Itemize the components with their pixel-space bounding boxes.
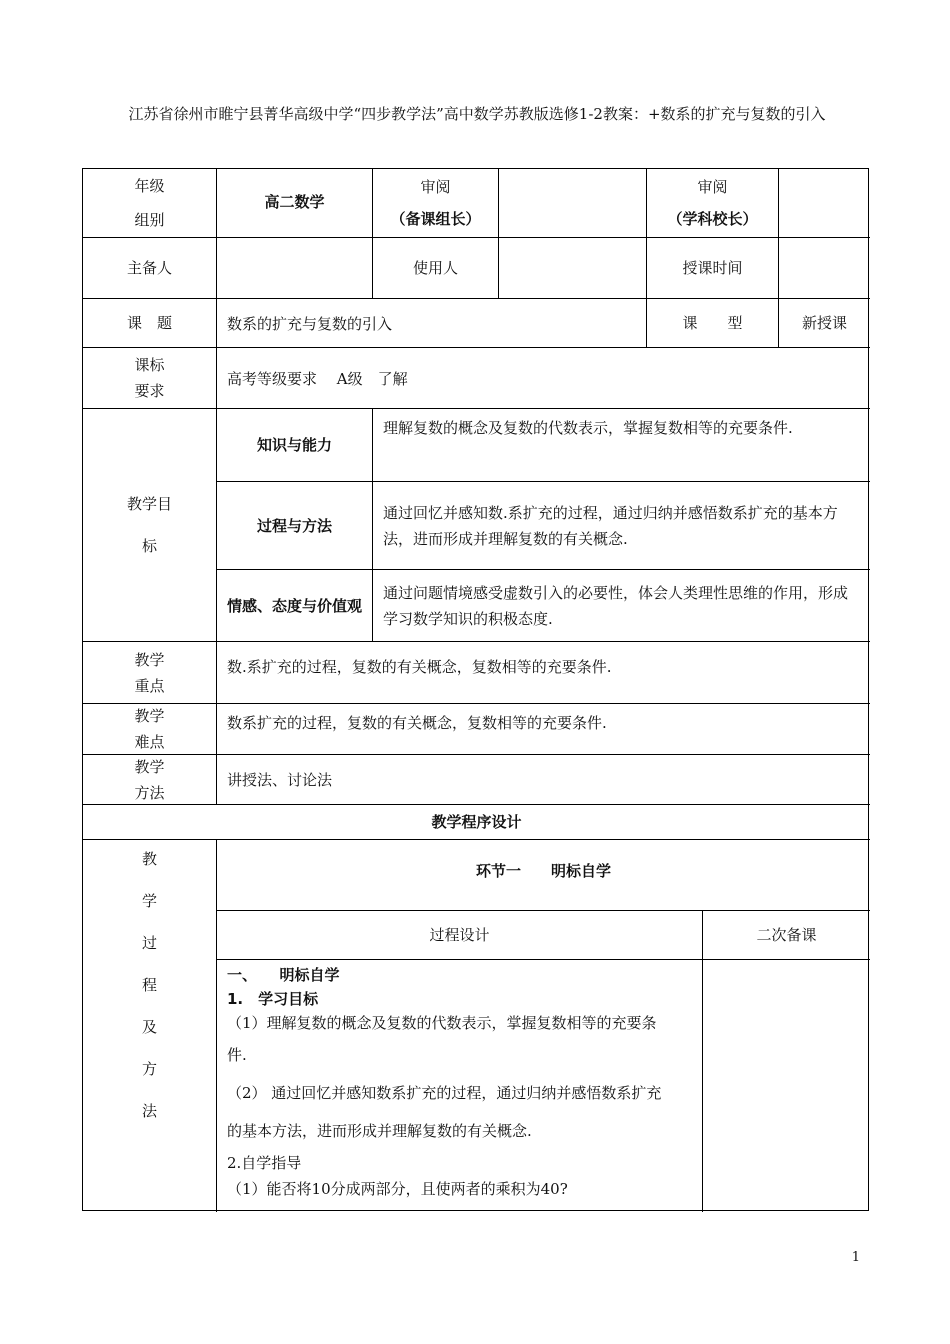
grade-label: 年级 <box>134 177 165 195</box>
side-char: 程 <box>141 976 157 994</box>
methods-label <box>83 755 217 805</box>
difficulties-label-line2: 难点 <box>134 733 165 751</box>
review-leader-signature <box>499 169 647 238</box>
side-char: 及 <box>141 1018 157 1036</box>
review-principal-label <box>647 169 779 238</box>
objectives-label-line1: 教学目 <box>126 495 172 513</box>
side-char: 法 <box>141 1102 157 1120</box>
process-side-label <box>83 840 217 1212</box>
knowledge-label: 知识与能力 <box>217 409 373 482</box>
knowledge-value: 理解复数的概念及复数的代数表示，掌握复数相等的充要条件. <box>373 409 870 482</box>
review-leader-label <box>373 169 499 238</box>
document-title: 江苏省徐州市睢宁县菁华高级中学“四步教学法”高中数学苏教版选修1-2教案：+数系的扩充与复数的引入 <box>128 105 826 123</box>
standard-label-line1: 课标 <box>134 356 165 374</box>
emotion-value: 通过问题情境感受虚数引入的必要性，体会人类理性思维的作用，形成学习数学知识的积极态度. <box>373 570 870 642</box>
methods-label-line1: 教学 <box>134 757 165 776</box>
review-principal-signature <box>779 169 870 238</box>
methods-value: 讲授法、讨论法 <box>217 755 870 805</box>
time-label: 授课时间 <box>647 238 779 299</box>
content-sub1: 1. 学习目标 <box>227 990 319 1008</box>
page-number: 1 <box>851 1250 860 1265</box>
preparer-value <box>217 238 373 299</box>
review-label: 审阅 <box>697 178 728 196</box>
content-goal1-line1: （1）理解复数的概念及复数的代数表示，掌握复数相等的充要条 <box>227 1014 657 1032</box>
content-goal1-line2: 件. <box>227 1046 247 1064</box>
group-label: 组别 <box>134 211 165 229</box>
grade-value: 高二数学 <box>217 169 373 238</box>
review-role: （学科校长） <box>667 210 758 228</box>
second-prep-content <box>703 960 870 1212</box>
content-heading: 一、 明标自学 <box>227 966 340 984</box>
topic-label: 课 题 <box>83 299 217 348</box>
key-points-value: 数.系扩充的过程，复数的有关概念，复数相等的充要条件. <box>217 642 870 704</box>
process-label: 过程与方法 <box>217 482 373 570</box>
user-label: 使用人 <box>373 238 499 299</box>
type-value: 新授课 <box>779 299 870 348</box>
preparer-label: 主备人 <box>83 238 217 299</box>
emotion-label: 情感、态度与价值观 <box>217 570 373 642</box>
review-label: 审阅 <box>420 178 451 196</box>
lesson-plan-table <box>82 168 869 1211</box>
side-char: 方 <box>141 1060 157 1078</box>
program-design-title: 教学程序设计 <box>83 805 870 840</box>
side-char: 过 <box>141 934 157 952</box>
key-points-label-line2: 重点 <box>134 676 165 695</box>
key-points-label <box>83 642 217 704</box>
user-value <box>499 238 647 299</box>
process-design-header: 过程设计 <box>217 911 703 960</box>
grade-group-label <box>83 169 217 238</box>
time-value <box>779 238 870 299</box>
methods-label-line2: 方法 <box>134 783 165 802</box>
objectives-label <box>83 409 217 642</box>
difficulties-label <box>83 704 217 755</box>
type-label: 课 型 <box>647 299 779 348</box>
review-role: （备课组长） <box>390 210 481 228</box>
objectives-label-line2: 标 <box>141 537 157 555</box>
standard-label-line2: 要求 <box>134 382 165 400</box>
key-points-label-line1: 教学 <box>134 650 165 669</box>
process-value: 通过回忆并感知数.系扩充的过程，通过归纳并感悟数系扩充的基本方法，进而形成并理解复数的有关概念. <box>373 482 870 570</box>
topic-value: 数系的扩充与复数的引入 <box>217 299 647 348</box>
side-char: 学 <box>141 892 157 910</box>
content-question1: （1）能否将10分成两部分，且使两者的乘积为40? <box>227 1180 568 1198</box>
standard-value: 高考等级要求 A级 了解 <box>217 348 870 409</box>
difficulties-value: 数系扩充的过程，复数的有关概念，复数相等的充要条件. <box>217 704 870 755</box>
second-prep-header: 二次备课 <box>703 911 870 960</box>
content-sub2: 2.自学指导 <box>227 1154 302 1172</box>
standard-label <box>83 348 217 409</box>
stage-title: 环节一 明标自学 <box>217 840 870 911</box>
difficulties-label-line1: 教学 <box>134 707 165 725</box>
content-goal2-line1: （2） 通过回忆并感知数系扩充的过程，通过归纳并感悟数系扩充 <box>227 1084 662 1102</box>
content-goal2-line2: 的基本方法，进而形成并理解复数的有关概念. <box>227 1122 532 1140</box>
side-char: 教 <box>141 850 157 868</box>
process-content <box>217 960 703 1212</box>
